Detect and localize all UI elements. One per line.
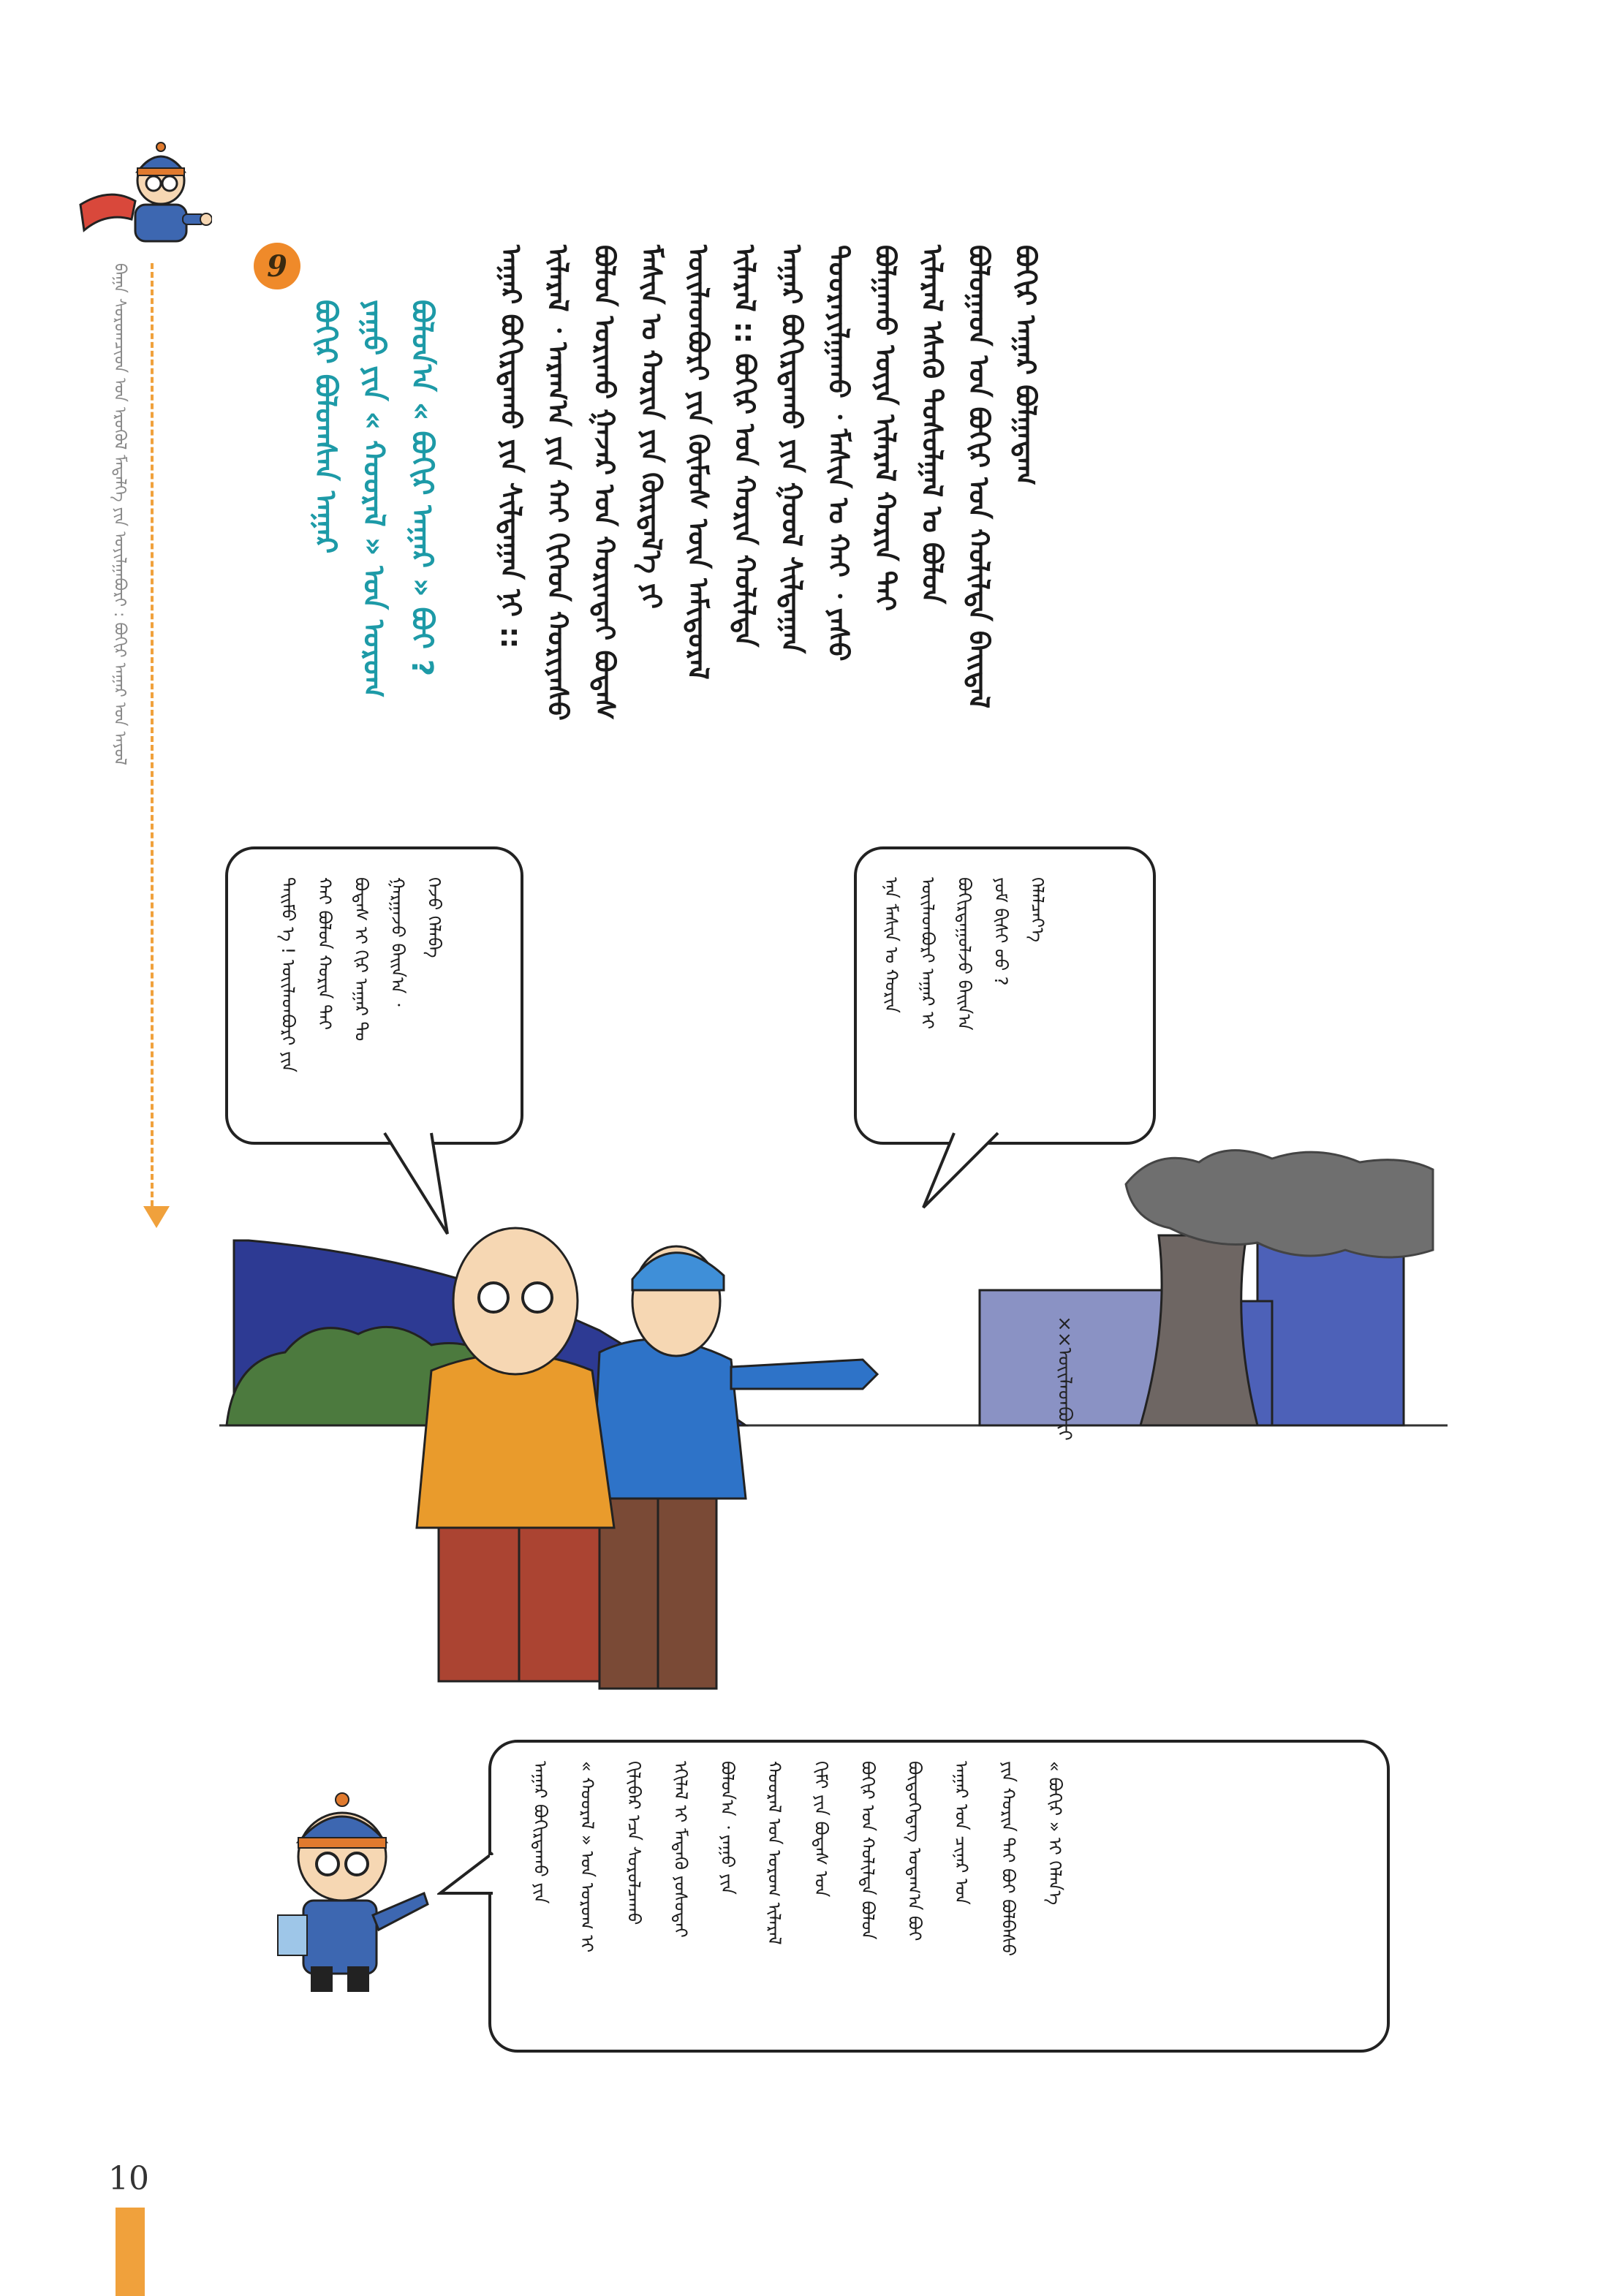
factory-sign: ××ᠦᠢᠯᠡᠳᠪᠦᠷᠢ — [1053, 1316, 1075, 1441]
header-divider — [151, 263, 154, 1206]
bubble-line: ᠠᠭᠠᠷ ᠤᠨ ᠴᠢᠨᠠᠷ ᠤᠨ — [951, 1761, 972, 1905]
factory-scene-illustration — [219, 1140, 1448, 1710]
question-title — [309, 300, 439, 698]
paragraph-line: ᠪᠣᠯᠭᠠᠬᠤ ᠦᠶᠡ ᠢᠯᠡᠷᠡᠯ ᠬᠣᠷᠢᠨ ᠲᠠᠢ — [869, 245, 901, 612]
question-line: ᠪᠣᠯᠣᠨ᠎ᠠ « ᠪᠣᠬᠢᠷ ᠠᠭᠠᠷ » ᠪᠤᠢ ? — [405, 300, 439, 677]
bubble-line: ᠬᠣᠣᠷᠠᠯ ᠤᠨ ᠤᠷᠤᠭ ᠢᠯᠡᠷᠡᠯ — [764, 1761, 784, 1945]
paragraph-line: ᠠᠭᠠᠷ ᠪᠣᠬᠢᠷᠳᠠᠬᠤ ᠶᠢᠨ ᠰᠢᠯᠲᠠᠭᠠᠨ ᠨᠢ :: — [495, 245, 527, 649]
flying-mascot-illustration — [66, 135, 212, 270]
paragraph-line: ᠢᠯᠡᠷᠡᠯ :: ᠪᠣᠬᠢᠷ ᠤᠨ ᠬᠣᠷᠢᠨ ᠬᠣᠯᠢᠯᠳᠠ — [729, 245, 761, 648]
bubble-line: ᠶᠤᠮ ᠪᠢᠰᠢ ᠦᠦ ? — [991, 877, 1011, 986]
question-line: ᠶᠠᠭᠤ ᠶᠢᠨ « ᠬᠣᠣᠷᠠᠯ » ᠤᠨ ᠤᠷᠤᠭ — [357, 300, 390, 698]
bubble-line: ᠬᠢᠯᠢᠪᠡᠷ ᠡᠴᠡ ᠰᠤᠷᠤᠯᠴᠠᠬᠤ — [624, 1761, 644, 1925]
bubble-line: ᠬᠠᠢ ᠪᠣᠯᠣᠨ ᠬᠣᠷᠢᠨ ᠲᠠᠢ — [314, 877, 335, 1031]
bubble-line: ᠲᠡᠢᠮᠦ ᠡ ! ᠦᠢᠯᠡᠳᠪᠦᠷᠢ ᠶᠢᠨ — [278, 877, 298, 1073]
mascot-boy-illustration — [263, 1769, 439, 2003]
bubble-line: ᠬᠡᠯᠡᠯᠴᠡᠶ᠎ᠡ — [1027, 877, 1048, 942]
page-edge-bar — [116, 2208, 145, 2296]
paragraph-line: ᠠᠭᠠᠷ ᠪᠣᠬᠢᠷᠳᠠᠬᠤ ᠶᠢᠨ ᠭᠣᠣᠯ ᠰᠢᠯᠲᠠᠭᠠᠨ — [776, 245, 808, 654]
paragraph-line: ᠳᠤᠤᠷᠠᠶᠢᠯᠭᠠᠬᠤ ᠂ ᠮᠠᠰᠢᠨ ᠤ ᠬᠠᠢ ᠂ ᠶᠠᠰᠤ — [822, 245, 855, 662]
bubble-line: ᠶᠢᠨ ᠬᠣᠷᠢᠨ ᠲᠠᠢ ᠪᠤᠢ ᠪᠣᠯᠪᠠᠰᠤ — [998, 1761, 1018, 1957]
bubble-line: ᠦᠢᠯᠡᠳᠪᠦᠷᠢ ᠠᠭᠠᠷ ᠢ — [918, 877, 938, 1029]
bubble-line: ᠪᠣᠳᠠᠰ ᠢ ᠬᠢᠷ ᠠᠭᠠᠷ ᠲᠤ — [351, 877, 371, 1042]
body-paragraph — [497, 245, 1040, 721]
bubble-line: « ᠪᠣᠬᠢᠷ » ᠢ ᠬᠡᠯᠡᠨ᠎ᠡ — [1045, 1761, 1065, 1906]
paragraph-line: ᠪᠣᠯᠣᠨ ᠤᠷᠢᠬᠤ ᠭᠠᠵᠠᠷ ᠤᠨ ᠬᠣᠷᠢᠨᠲᠠᠢ ᠪᠣᠳᠠᠰ — [589, 245, 621, 721]
header-arrow-icon — [143, 1206, 170, 1228]
bubble-line: ᠪᠦᠲᠦᠭᠡᠳᠡᠭ ᠤᠳᠠᠭ᠎ᠠ ᠪᠤᠢ — [904, 1761, 925, 1941]
bubble-line: ᠭᠠᠷᠭᠠᠵᠤ ᠪᠠᠢᠨ᠎ᠠ ᠂ — [387, 877, 408, 1007]
bubble-line: ᠭᠡᠵᠦ ᠬᠡᠯᠡᠪᠡ — [424, 877, 444, 958]
bubble-line: ᠠᠭᠠᠷ ᠪᠣᠬᠢᠷᠳᠠᠬᠤ ᠶᠢᠨ — [530, 1761, 551, 1904]
paragraph-line: ᠢᠯᠡᠷᠡᠯ ᠂ ᠠᠷᠠᠭ᠎ᠠ ᠶᠢᠨ ᠬᠠᠢ ᠬᠢᠭᠡᠳ ᠬᠤᠷᠢᠶᠠᠰᠤ — [542, 245, 574, 721]
bubble-line: ᠡᠬᠢᠯᠡᠯ ᠢ ᠮᠡᠳᠡᠬᠦ ᠶᠣᠰᠣᠲᠠᠢ — [670, 1761, 691, 1938]
bubble-line: ᠪᠣᠬᠢᠷ ᠤᠨ ᠬᠣᠯᠢᠯᠳᠠ ᠪᠣᠯᠣᠨ — [858, 1761, 878, 1940]
speech-bubble-bottom — [488, 1740, 1390, 2053]
bubble-line: ᠬᠢᠮᠢ ᠶᠢᠨ ᠪᠣᠳᠠᠰ ᠤᠨ — [811, 1761, 831, 1898]
bubble-line: ᠪᠣᠯᠤᠨ᠎ᠠ ᠂ ᠶᠠᠭᠤ ᠶᠢᠨ — [717, 1761, 738, 1895]
page-number: 10 — [108, 2160, 149, 2197]
paragraph-line: ᠪᠣᠬᠢᠷ ᠠᠭᠠᠷ ᠪᠣᠯᠭᠠᠳᠠᠭ — [1010, 245, 1042, 486]
paragraph-line: ᠮᠠᠰᠢᠨ ᠤ ᠬᠣᠷᠢᠨ ᠶᠢᠨ ᠬᠦᠷᠲᠡᠯ᠎ᠡ ᠶᠢ — [635, 245, 667, 609]
bubble-line: ᠪᠣᠬᠢᠷᠳᠠᠭᠤᠯᠵᠤ ᠪᠠᠢᠨ᠎ᠠ — [954, 877, 975, 1031]
bubble-line: « ᠬᠣᠣᠷᠠᠯ » ᠤᠨ ᠤᠷᠤᠭ ᠢ — [577, 1761, 597, 1953]
paragraph-line: ᠢᠯᠡᠷᠡᠯ ᠡᠰᠡᠬᠦ ᠳᠣᠰᠤᠯᠭᠠᠯ ᠤ ᠪᠣᠯᠣᠨ — [916, 245, 948, 605]
running-title: ᠪᠠᠭᠠ ᠰᠤᠷᠤᠭᠴᠢᠳ ᠤᠨ ᠡᠷᠦᠬᠦᠯ ᠮᠡᠳᠡᠯᠭᠡ ᠶᠢᠨ ᠣᠶᠢᠯᠭᠠᠪᠤᠷᠢ : ᠪᠣᠬᠢᠷ ᠠᠭᠠᠷ ᠤᠨ ᠠᠶᠤᠯ — [110, 263, 129, 765]
paragraph-line: ᠪᠣᠯᠤᠭᠠᠳ ᠤᠨ ᠪᠣᠬᠢᠷ ᠤᠨ ᠬᠣᠯᠢᠯᠳᠠ ᠪᠠᠢᠳᠠᠯ — [963, 245, 995, 709]
speech-bubble-right — [854, 846, 1156, 1145]
question-number-badge: 9 — [254, 243, 300, 289]
bubble-line: ᠡᠨᠡ ᠮᠠᠰᠢᠨ ᠤ ᠬᠣᠷᠢᠨ — [881, 877, 901, 1013]
question-line: ᠪᠣᠬᠢᠷ ᠪᠣᠯᠣᠭᠰᠠᠨ ᠠᠭᠠᠷ — [309, 300, 342, 554]
speech-bubble-left — [225, 846, 523, 1145]
speech-bubble-bottom-tail — [437, 1849, 496, 1908]
paragraph-line: ᠦᠢᠯᠡᠳᠪᠦᠷᠢ ᠶᠢᠨ ᠬᠦᠮᠦᠰ ᠦᠨ ᠠᠮᠢᠳᠤᠷᠠᠯ — [682, 245, 714, 680]
